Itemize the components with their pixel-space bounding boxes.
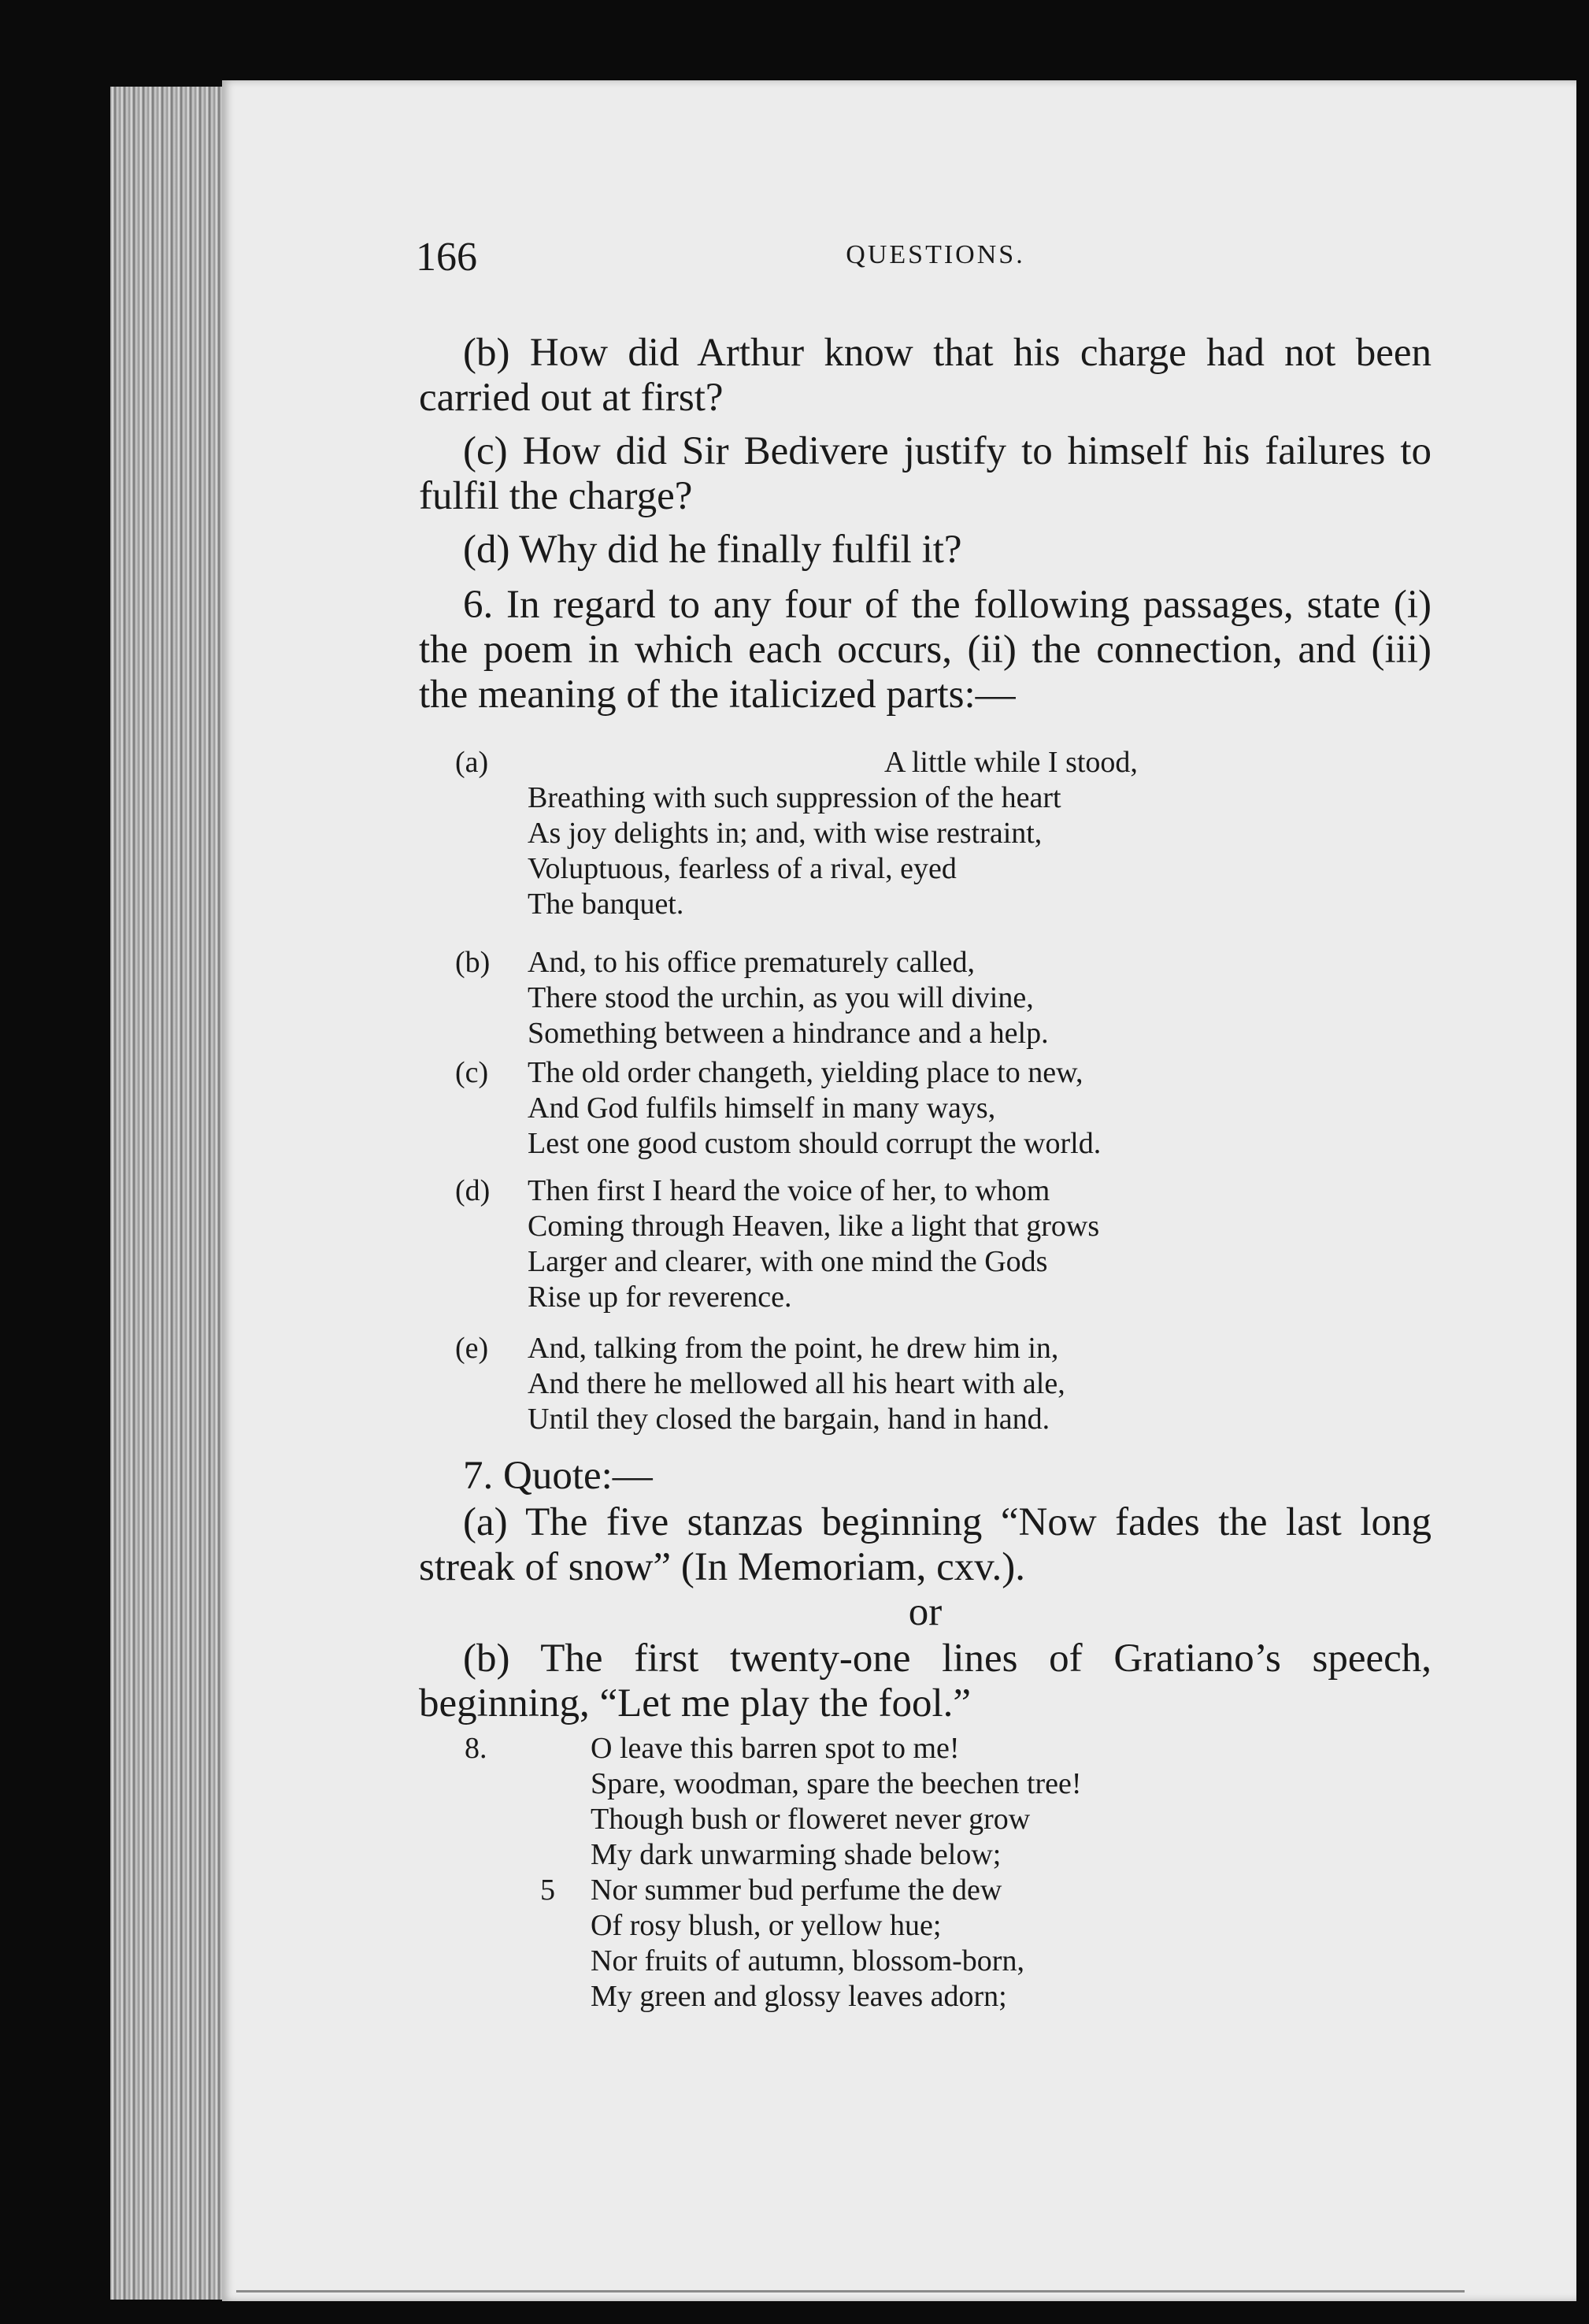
passage-line: Coming through Heaven, like a light that grows <box>528 1210 1100 1243</box>
passage-line: And, talking from the point, he drew him in, <box>528 1332 1059 1365</box>
poem-line: Nor summer bud perfume the dew <box>591 1874 1002 1907</box>
poem-line: My green and glossy leaves adorn; <box>591 1980 1007 2013</box>
page-header <box>416 234 1455 281</box>
passage-line: Lest one good custom should corrupt the world. <box>528 1127 1102 1160</box>
poem-line: Nor fruits of autumn, blossom-born, <box>591 1944 1024 1977</box>
line-number-marker: 5 <box>540 1874 555 1907</box>
passage-line: A little while I stood, <box>884 746 1138 779</box>
passage-line: Until they closed the bargain, hand in hand. <box>528 1403 1050 1436</box>
page-number: 166 <box>416 235 477 280</box>
question-8-number: 8. <box>465 1732 487 1765</box>
poem-line: O leave this barren spot to me! <box>591 1732 960 1765</box>
passage-line: And there he mellowed all his heart with ale, <box>528 1367 1065 1400</box>
passage-b <box>455 945 1384 1051</box>
question-5b: (b) How did Arthur know that his charge had not been carried out at first? <box>419 331 1432 420</box>
poem-line: Of rosy blush, or yellow hue; <box>591 1909 942 1942</box>
passage-a <box>455 745 1384 922</box>
question-7-intro: 7. Quote:— <box>463 1454 653 1498</box>
poem-line: Spare, woodman, spare the beechen tree! <box>591 1767 1082 1800</box>
running-title: QUESTIONS. <box>846 240 1025 269</box>
passage-line: Rise up for reverence. <box>528 1281 792 1314</box>
passage-line: Something between a hindrance and a help. <box>528 1017 1049 1050</box>
passage-line: Breathing with such suppression of the heart <box>528 781 1061 814</box>
question-7 <box>419 1454 1432 1726</box>
passage-d <box>455 1173 1384 1315</box>
passage-marker: (d) <box>455 1174 491 1207</box>
passage-line: Then first I heard the voice of her, to whom <box>528 1174 1050 1207</box>
question-5d: (d) Why did he finally fulfil it? <box>463 528 962 572</box>
question-7b: (b) The first twenty-one lines of Gratiano’s speech, beginning, “Let me play the fool.” <box>419 1636 1432 1725</box>
passage-line: The banquet. <box>528 888 684 921</box>
passage-line: Voluptuous, fearless of a rival, eyed <box>528 852 957 885</box>
poem-line: Though bush or floweret never grow <box>591 1803 1031 1836</box>
passage-line: There stood the urchin, as you will divine, <box>528 981 1034 1014</box>
question-5c: (c) How did Sir Bedivere justify to himself his failures to fulfil the charge? <box>419 429 1432 518</box>
question-5-subparts <box>419 331 1432 717</box>
passage-line: Larger and clearer, with one mind the Gods <box>528 1245 1048 1278</box>
question-8-poem <box>465 1731 1394 2015</box>
passage-line: As joy delights in; and, with wise restraint, <box>528 817 1043 850</box>
passage-marker: (c) <box>455 1056 489 1089</box>
passage-line: And God fulfils himself in many ways, <box>528 1092 996 1125</box>
passage-marker: (a) <box>455 746 489 779</box>
passage-marker: (b) <box>455 946 491 979</box>
passage-line: And, to his office prematurely called, <box>528 946 976 979</box>
passage-e <box>455 1331 1384 1437</box>
passage-c <box>455 1055 1384 1162</box>
poem-line: My dark unwarming shade below; <box>591 1838 1002 1871</box>
page-bottom-edge <box>236 2290 1465 2292</box>
question-7a: (a) The five stanzas beginning “Now fades the last long streak of snow” (In Memoriam, cxv.). <box>419 1500 1432 1589</box>
question-7-or: or <box>908 1590 943 1634</box>
question-6-intro: 6. In regard to any four of the following passages, state (i) the poem in which each occurs, (ii) the connection, and (iii) the meaning of the italicized parts:— <box>419 583 1432 717</box>
passage-line: The old order changeth, yielding place to new, <box>528 1056 1083 1089</box>
book-spine-edge <box>110 87 236 2300</box>
passage-marker: (e) <box>455 1332 489 1365</box>
